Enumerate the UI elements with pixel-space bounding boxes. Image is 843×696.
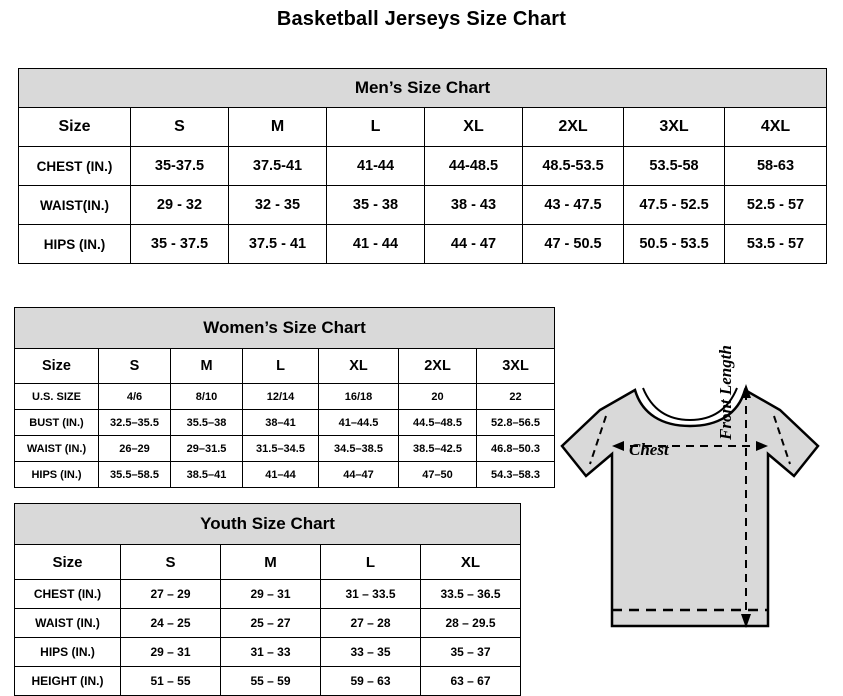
table-cell: 12/14 <box>243 384 319 410</box>
table-row <box>15 462 555 488</box>
table-cell: 55 – 59 <box>221 667 321 696</box>
table-cell: 43 - 47.5 <box>523 186 624 225</box>
column-header: S <box>99 349 171 384</box>
table-cell: 37.5 - 41 <box>229 225 327 264</box>
column-header: Size <box>15 349 99 384</box>
table-cell: 24 – 25 <box>121 609 221 638</box>
table-cell: 54.3–58.3 <box>477 462 555 488</box>
row-label: BUST (IN.) <box>15 410 99 436</box>
table-cell: 25 – 27 <box>221 609 321 638</box>
table-cell: 37.5-41 <box>229 147 327 186</box>
table-caption-row <box>15 308 555 349</box>
table-cell: 46.8–50.3 <box>477 436 555 462</box>
table-cell: 51 – 55 <box>121 667 221 696</box>
table-cell: 31 – 33 <box>221 638 321 667</box>
table-cell: 41-44 <box>327 147 425 186</box>
table-cell: 38.5–42.5 <box>399 436 477 462</box>
table-row <box>19 186 827 225</box>
womens-chart-caption: Women’s Size Chart <box>15 308 555 349</box>
column-header: XL <box>425 108 523 147</box>
table-row <box>19 225 827 264</box>
column-header: 2XL <box>523 108 624 147</box>
column-header: XL <box>421 545 521 580</box>
table-header-row <box>15 349 555 384</box>
table-cell: 41 - 44 <box>327 225 425 264</box>
table-cell: 29 – 31 <box>121 638 221 667</box>
table-cell: 16/18 <box>319 384 399 410</box>
table-cell: 29–31.5 <box>171 436 243 462</box>
table-cell: 52.5 - 57 <box>725 186 827 225</box>
table-caption-row <box>19 69 827 108</box>
table-cell: 35-37.5 <box>131 147 229 186</box>
column-header: S <box>131 108 229 147</box>
youth-chart-caption: Youth Size Chart <box>15 504 521 545</box>
table-cell: 38 - 43 <box>425 186 523 225</box>
table-cell: 44-48.5 <box>425 147 523 186</box>
row-label: HIPS (IN.) <box>15 638 121 667</box>
table-cell: 44.5–48.5 <box>399 410 477 436</box>
table-row <box>15 638 521 667</box>
table-row <box>15 436 555 462</box>
table-row <box>19 147 827 186</box>
table-cell: 27 – 28 <box>321 609 421 638</box>
table-cell: 47–50 <box>399 462 477 488</box>
table-cell: 47.5 - 52.5 <box>624 186 725 225</box>
youth-size-chart-table <box>14 503 521 696</box>
row-label: WAIST (IN.) <box>15 609 121 638</box>
column-header: Size <box>19 108 131 147</box>
table-row <box>15 609 521 638</box>
table-cell: 32 - 35 <box>229 186 327 225</box>
table-row <box>15 580 521 609</box>
column-header: M <box>229 108 327 147</box>
table-caption-row <box>15 504 521 545</box>
column-header: XL <box>319 349 399 384</box>
row-label: HIPS (IN.) <box>15 462 99 488</box>
table-cell: 29 – 31 <box>221 580 321 609</box>
column-header: L <box>243 349 319 384</box>
table-cell: 58-63 <box>725 147 827 186</box>
table-cell: 47 - 50.5 <box>523 225 624 264</box>
table-cell: 41–44 <box>243 462 319 488</box>
table-cell: 38.5–41 <box>171 462 243 488</box>
table-cell: 50.5 - 53.5 <box>624 225 725 264</box>
table-header-row <box>15 545 521 580</box>
table-cell: 27 – 29 <box>121 580 221 609</box>
table-cell: 48.5-53.5 <box>523 147 624 186</box>
table-cell: 20 <box>399 384 477 410</box>
shirt-outline <box>562 390 818 626</box>
column-header: 3XL <box>477 349 555 384</box>
table-row <box>15 384 555 410</box>
table-cell: 35.5–38 <box>171 410 243 436</box>
row-label: CHEST (IN.) <box>19 147 131 186</box>
column-header: 3XL <box>624 108 725 147</box>
table-cell: 22 <box>477 384 555 410</box>
table-header-row <box>19 108 827 147</box>
table-cell: 28 – 29.5 <box>421 609 521 638</box>
row-label: HIPS (IN.) <box>19 225 131 264</box>
front-length-arrow-top-icon <box>741 384 751 398</box>
table-cell: 31 – 33.5 <box>321 580 421 609</box>
table-row <box>15 667 521 696</box>
table-cell: 35 - 37.5 <box>131 225 229 264</box>
table-cell: 41–44.5 <box>319 410 399 436</box>
mens-chart-caption: Men’s Size Chart <box>19 69 827 108</box>
table-cell: 33 – 35 <box>321 638 421 667</box>
row-label: CHEST (IN.) <box>15 580 121 609</box>
table-cell: 29 - 32 <box>131 186 229 225</box>
row-label: WAIST (IN.) <box>15 436 99 462</box>
row-label: U.S. SIZE <box>15 384 99 410</box>
table-cell: 31.5–34.5 <box>243 436 319 462</box>
table-cell: 38–41 <box>243 410 319 436</box>
page-title: Basketball Jerseys Size Chart <box>276 8 567 30</box>
front-length-measure-label: Front Length <box>716 345 735 440</box>
row-label: WAIST(IN.) <box>19 186 131 225</box>
table-cell: 63 – 67 <box>421 667 521 696</box>
table-cell: 35 – 37 <box>421 638 521 667</box>
column-header: M <box>171 349 243 384</box>
column-header: S <box>121 545 221 580</box>
column-header: Size <box>15 545 121 580</box>
table-row <box>15 410 555 436</box>
jersey-measurement-diagram <box>540 358 840 678</box>
mens-size-chart-table <box>18 68 827 264</box>
jersey-shirt-icon <box>540 358 840 678</box>
chest-measure-label: Chest <box>629 440 669 459</box>
table-cell: 33.5 – 36.5 <box>421 580 521 609</box>
table-cell: 4/6 <box>99 384 171 410</box>
table-cell: 8/10 <box>171 384 243 410</box>
column-header: M <box>221 545 321 580</box>
table-cell: 32.5–35.5 <box>99 410 171 436</box>
table-cell: 35.5–58.5 <box>99 462 171 488</box>
column-header: L <box>327 108 425 147</box>
table-cell: 53.5-58 <box>624 147 725 186</box>
table-cell: 34.5–38.5 <box>319 436 399 462</box>
table-cell: 44–47 <box>319 462 399 488</box>
row-label: HEIGHT (IN.) <box>15 667 121 696</box>
table-cell: 53.5 - 57 <box>725 225 827 264</box>
table-cell: 26–29 <box>99 436 171 462</box>
table-cell: 52.8–56.5 <box>477 410 555 436</box>
table-cell: 59 – 63 <box>321 667 421 696</box>
column-header: 2XL <box>399 349 477 384</box>
table-cell: 44 - 47 <box>425 225 523 264</box>
column-header: L <box>321 545 421 580</box>
womens-size-chart-table <box>14 307 555 488</box>
table-cell: 35 - 38 <box>327 186 425 225</box>
column-header: 4XL <box>725 108 827 147</box>
